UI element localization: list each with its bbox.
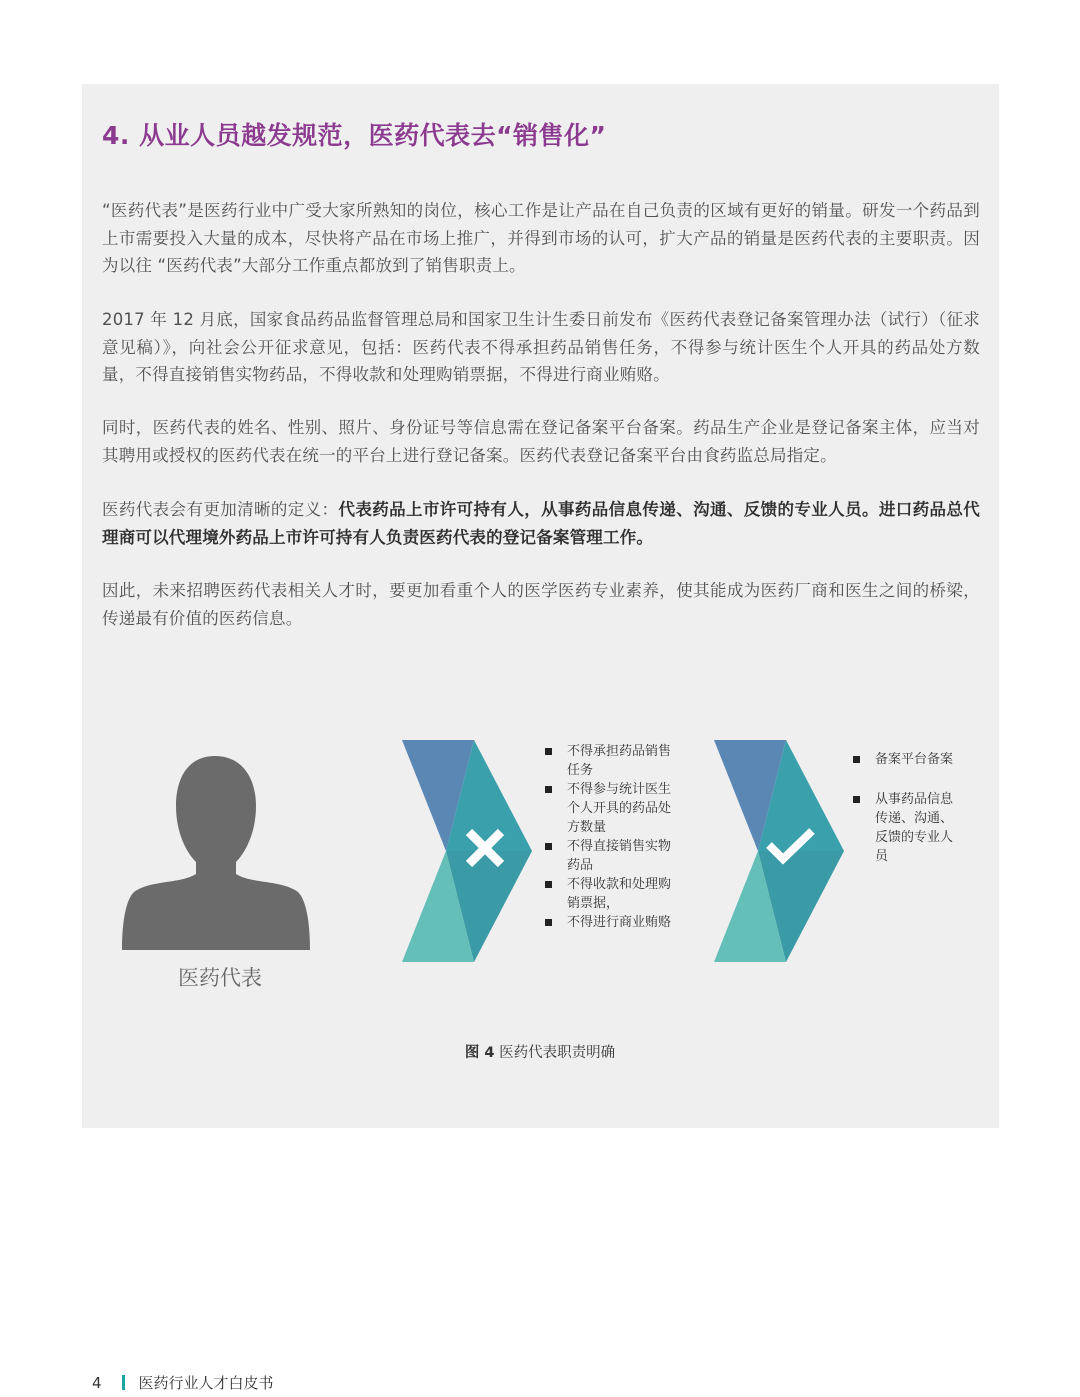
bullet-square-icon xyxy=(545,748,552,755)
section-heading: 4. 从业人员越发规范，医药代表去“销售化” xyxy=(102,121,607,150)
paragraph-text: 2017 年 12 月底，国家食品药品监督管理总局和国家卫生计生委日前发布《医药代表登记备案管理办法（试行）（征求意见稿）》，向社会公开征求意见，包括：医药代表不得承担药品销售任务，不得参与统计医生个人开具的药品处方数量，不得直接销售实物药品，不得收款和处理购销票据，不得进行商业贿赂。 xyxy=(102,310,980,384)
list-item xyxy=(545,875,671,913)
bullet-square-icon xyxy=(853,756,860,763)
paragraph-text: 同时，医药代表的姓名、性别、照片、身份证号等信息需在登记备案平台备案。药品生产企业是登记备案主体，应当对其聘用或授权的医药代表在统一的平台上进行登记备案。医药代表登记备案平台由食药监总局指定。 xyxy=(102,418,980,465)
caption-label: 图 4 xyxy=(464,1045,495,1061)
list-item-text: 不得收款和处理购销票据， xyxy=(567,877,672,911)
bullet-square-icon xyxy=(545,843,552,850)
list-item-text: 不得参与统计医生个人开具的药品处方数量 xyxy=(567,782,672,835)
person-silhouette-icon xyxy=(122,756,310,950)
definition-lead: 医药代表会有更加清晰的定义： xyxy=(102,500,339,519)
list-item xyxy=(853,790,965,866)
list-item xyxy=(545,837,671,875)
footer-divider xyxy=(122,1375,125,1390)
page-number: 4 xyxy=(92,1374,102,1392)
required-list xyxy=(853,750,965,887)
definition-bold: 代表药品上市许可持有人，从事药品信息传递、沟通、反馈的专业人员。进口药品总代理商可以代理境外药品上市许可持有人负责医药代表的登记备案管理工作。 xyxy=(102,500,980,547)
list-item xyxy=(545,742,671,780)
prohibited-list xyxy=(545,742,671,932)
prohibited-chevron xyxy=(402,740,532,962)
bullet-square-icon xyxy=(853,796,860,803)
person-label: 医药代表 xyxy=(178,966,262,990)
page-footer xyxy=(92,1372,274,1393)
list-item-text: 备案平台备案 xyxy=(875,752,954,767)
bullet-square-icon xyxy=(545,919,552,926)
figure-caption xyxy=(0,1041,1080,1062)
caption-text: 医药代表职责明确 xyxy=(494,1045,616,1061)
list-item-text: 从事药品信息传递、沟通、反馈的专业人员 xyxy=(875,792,954,864)
document-title: 医药行业人才白皮书 xyxy=(138,1374,274,1392)
list-item xyxy=(853,750,965,769)
paragraph-text: “医药代表”是医药行业中广受大家所熟知的岗位，核心工作是让产品在自己负责的区域有更好的销量。研发一个药品到上市需要投入大量的成本，尽快将产品在市场上推广，并得到市场的认可，扩大产品的销量是医药代表的主要职责。因为以往 “医药代表”大部分工作重点都放到了销售职责上。 xyxy=(102,201,980,275)
paragraph-text: 因此，未来招聘医药代表相关人才时，要更加看重个人的医学医药专业素养，使其能成为医药厂商和医生之间的桥梁，传递最有价值的医药信息。 xyxy=(102,581,980,628)
list-item-text: 不得承担药品销售任务 xyxy=(567,744,672,778)
bullet-square-icon xyxy=(545,786,552,793)
list-item-text: 不得进行商业贿赂 xyxy=(567,915,672,930)
bullet-square-icon xyxy=(545,881,552,888)
list-item-text: 不得直接销售实物药品 xyxy=(567,839,672,873)
list-item xyxy=(545,913,671,932)
list-item xyxy=(545,780,671,837)
